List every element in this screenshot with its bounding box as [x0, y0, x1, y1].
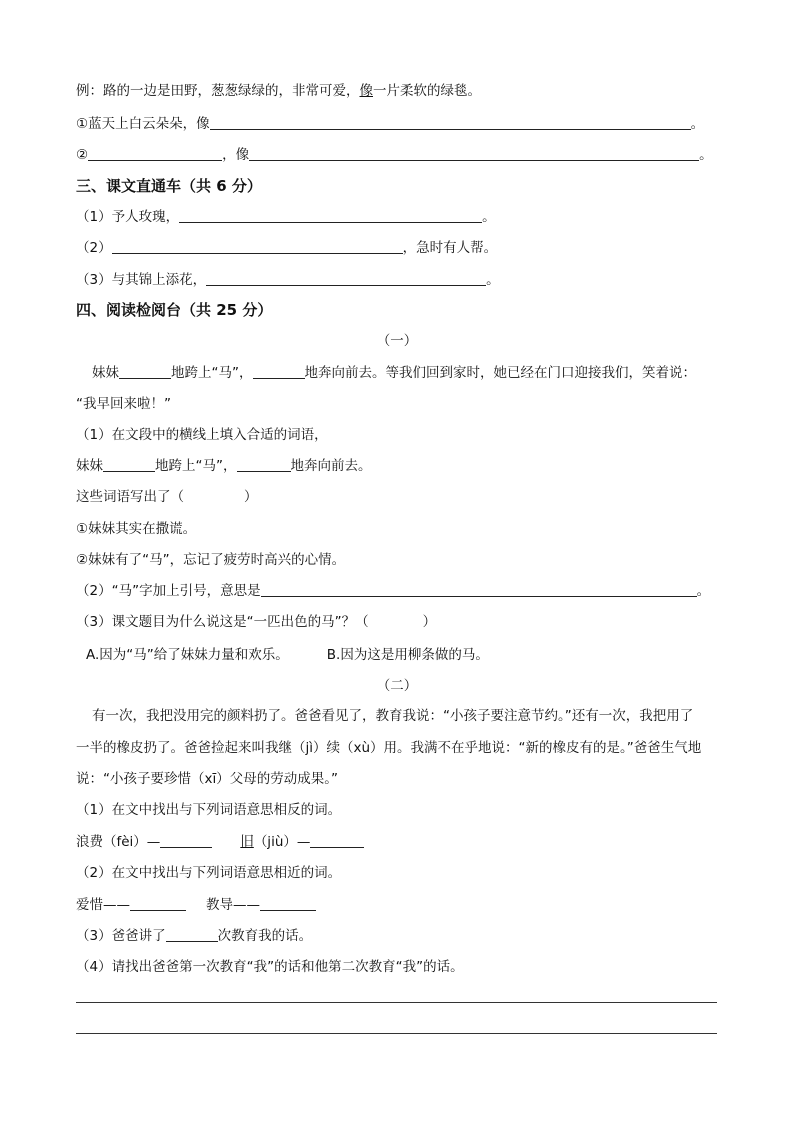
question-text: ）: [422, 614, 437, 630]
answer-blank[interactable]: [310, 833, 364, 848]
passage-2-line-3: 说：“小孩子要珍惜（xī）父母的劳动成果。”: [76, 771, 338, 787]
sec3-q1: [76, 207, 496, 227]
answer-blank[interactable]: [160, 833, 212, 848]
passage-2-heading: （二）: [376, 678, 418, 694]
example-sentence: [76, 81, 481, 101]
word-prompt: （jiù）—: [253, 834, 311, 850]
option-b: B.因为这是用柳条做的马。: [326, 647, 489, 663]
passage-1-q2: [76, 581, 710, 601]
answer-blank[interactable]: [119, 364, 171, 379]
simile-item-2-number: ②: [76, 147, 89, 163]
period: 。: [696, 583, 711, 599]
passage-text: 妹妹: [92, 365, 119, 381]
passage-2-q1-words: [76, 832, 364, 852]
example-text-end: 一片柔软的绿毯。: [373, 83, 481, 99]
option-2: ②妹妹有了“马”，忘记了疲劳时高兴的心情。: [76, 552, 346, 568]
answer-line[interactable]: [76, 1033, 717, 1034]
question-text: 次教育我的话。: [217, 928, 313, 944]
answer-blank[interactable]: [103, 457, 155, 472]
answer-blank[interactable]: [130, 896, 186, 911]
answer-blank[interactable]: [206, 271, 486, 286]
passage-2-q2: （2）在文中找出与下列词语意思相近的词。: [76, 865, 342, 881]
passage-2-q1: （1）在文中找出与下列词语意思相反的词。: [76, 802, 342, 818]
question-text: （3）课文题目为什么说这是“一匹出色的马”？（: [76, 614, 369, 630]
option-a: A.因为“马”给了妹妹力量和欢乐。: [86, 647, 289, 663]
passage-1-q1-ask: [76, 487, 258, 507]
passage-1-q3: [76, 612, 436, 632]
period: 。: [690, 116, 705, 132]
option-1: ①妹妹其实在撒谎。: [76, 521, 197, 537]
passage-1-q1-line: [76, 456, 372, 476]
passage-1-line-2: “我早回来啦！”: [76, 396, 171, 412]
question-text: 这些词语写出了（: [76, 489, 184, 505]
question-text: 地奔向前去。: [290, 458, 372, 474]
simile-item-2: [76, 145, 713, 165]
passage-1-heading: （一）: [376, 333, 418, 349]
passage-1-q1: （1）在文段中的横线上填入合适的词语，: [76, 427, 328, 443]
answer-blank[interactable]: [249, 146, 699, 161]
answer-blank[interactable]: [260, 896, 316, 911]
example-text: 例：路的一边是田野，葱葱绿绿的，非常可爱，: [76, 83, 360, 99]
passage-2-q2-words: [76, 895, 316, 915]
section-3-title: 三、课文直通车（共 6 分）: [76, 177, 262, 195]
sec3-q1-prompt: （1）予人玫瑰，: [76, 209, 180, 225]
answer-blank[interactable]: [179, 208, 482, 223]
answer-blank[interactable]: [112, 239, 403, 254]
word-prompt-underlined: 旧: [240, 834, 254, 850]
passage-2-q3: [76, 926, 312, 946]
period: 。: [482, 209, 496, 225]
sec3-q2-number: （2）: [76, 240, 112, 256]
passage-2-line-2: 一半的橡皮扔了。爸爸捡起来叫我继（jì）续（xù）用。我满不在乎地说：“新的橡皮有的是。”爸爸生气地: [76, 740, 702, 756]
passage-2-line-1: 有一次，我把没用完的颜料扔了。爸爸看见了，教育我说：“小孩子要注意节约。”还有一次，我把用了: [92, 708, 694, 724]
question-text: ）: [244, 489, 258, 505]
answer-line[interactable]: [76, 1002, 717, 1003]
question-text: （3）爸爸讲了: [76, 928, 166, 944]
sec3-q2-ending: ，急时有人帮。: [402, 240, 498, 256]
simile-item-2-mid: ，像: [222, 147, 250, 163]
simile-item-1-prompt: ①蓝天上白云朵朵，像: [76, 116, 210, 132]
section-4-title: 四、阅读检阅台（共 25 分）: [76, 301, 273, 319]
example-underlined-word: 像: [359, 83, 373, 99]
passage-1-q3-options: [86, 645, 489, 665]
passage-text: 地奔向前去。等我们回到家时，她已经在门口迎接我们，笑着说：: [304, 365, 696, 381]
question-text: 地跨上“马”，: [155, 458, 237, 474]
question-text: （2）“马”字加上引号，意思是: [76, 583, 261, 599]
sec3-q2: [76, 238, 497, 258]
answer-blank[interactable]: [88, 146, 222, 161]
answer-blank[interactable]: [261, 582, 697, 597]
period: 。: [486, 272, 500, 288]
answer-blank[interactable]: [253, 364, 305, 379]
question-text: 妹妹: [76, 458, 103, 474]
simile-item-1: [76, 114, 704, 134]
passage-2-q4: （4）请找出爸爸第一次教育“我”的话和他第二次教育“我”的话。: [76, 959, 464, 975]
word-prompt: 浪费（fèi）—: [76, 834, 161, 850]
word-prompt: 爱惜——: [76, 897, 130, 913]
word-prompt: 教导——: [206, 897, 260, 913]
answer-blank[interactable]: [166, 927, 218, 942]
sec3-q3-prompt: （3）与其锦上添花，: [76, 272, 207, 288]
answer-blank[interactable]: [210, 115, 691, 130]
passage-text: 地跨上“马”，: [171, 365, 253, 381]
passage-1-line-1: [92, 363, 696, 383]
period: 。: [699, 147, 713, 163]
sec3-q3: [76, 270, 500, 290]
answer-blank[interactable]: [237, 457, 291, 472]
